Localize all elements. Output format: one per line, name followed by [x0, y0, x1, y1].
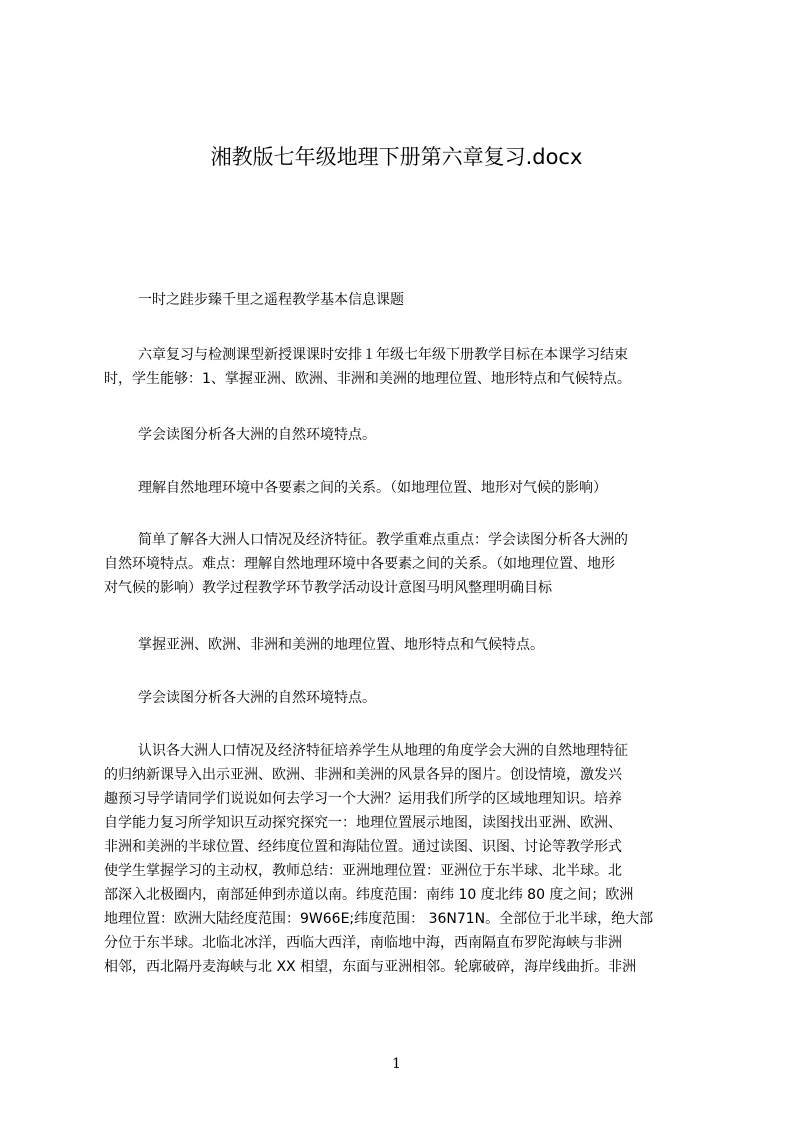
paragraph-line: 使学生掌握学习的主动权，教师总结：亚洲地理位置：亚洲位于东半球、北半球。北 [104, 863, 622, 879]
paragraph-line: 时，学生能够：1、掌握亚洲、欧洲、非洲和美洲的地理位置、地形特点和气候特点。 [104, 371, 631, 387]
paragraph-master-features [104, 633, 698, 657]
paragraph-line: 趣预习导学请同学们说说如何去学习一个大洲？运用我们所学的区域地理知识。培养 [104, 791, 622, 807]
paragraph-read-maps [104, 423, 698, 447]
paragraph-line: 自然环境特点。难点：理解自然地理环境中各要素之间的关系。（如地理位置、地形 [104, 556, 615, 572]
paragraph-line: 学会读图分析各大洲的自然环境特点。 [138, 690, 376, 706]
paragraph-line: 地理位置：欧洲大陆经度范围：9W66E;纬度范围： 36N71N。全部位于北半球，绝大部 [104, 911, 654, 927]
paragraph-line: 自学能力复习所学知识互动探究探究一：地理位置展示地图，读图找出亚洲、欧洲、 [104, 815, 622, 831]
paragraph-teaching-process [104, 739, 698, 979]
paragraph-line: 认识各大洲人口情况及经济特征培养学生从地理的角度学会大洲的自然地理特征 [138, 743, 628, 759]
paragraph-line: 的归纳新课导入出示亚洲、欧洲、非洲和美洲的风景各异的图片。创设情境，激发兴 [104, 767, 622, 783]
paragraph-objectives [104, 343, 698, 391]
paragraph-line: 学会读图分析各大洲的自然环境特点。 [138, 427, 376, 443]
paragraph-line: 分位于东半球。北临北冰洋，西临大西洋，南临地中海，西南隔直布罗陀海峡与非洲 [104, 935, 622, 951]
paragraph-relationships [104, 476, 698, 500]
paragraph-line: 六章复习与检测课型新授课课时安排１年级七年级下册教学目标在本课学习结束 [138, 347, 628, 363]
document-title: 湘教版七年级地理下册第六章复习.docx [210, 145, 583, 169]
paragraph-line: 一时之跬步臻千里之遥程教学基本信息课题 [138, 292, 404, 308]
paragraph-line: 理解自然地理环境中各要素之间的关系。（如地理位置、地形对气候的影响） [138, 480, 607, 496]
paragraph-line: 部深入北极圈内，南部延伸到赤道以南。纬度范围：南纬 10 度北纬 80 度之间；欧洲 [104, 887, 634, 903]
paragraph-key-points [104, 528, 698, 600]
paragraph-line: 相邻，西北隔丹麦海峡与北 XX 相望，东面与亚洲相邻。轮廓破碎，海岸线曲折。非洲 [104, 959, 637, 975]
paragraph-line: 掌握亚洲、欧洲、非洲和美洲的地理位置、地形特点和气候特点。 [138, 637, 544, 653]
page-number: 1 [392, 1056, 401, 1072]
paragraph-lesson-info [104, 288, 698, 312]
paragraph-line: 对气候的影响）教学过程教学环节教学活动设计意图马明风整理明确目标 [104, 580, 552, 596]
paragraph-line: 非洲和美洲的半球位置、经纬度位置和海陆位置。通过读图、识图、讨论等教学形式 [104, 839, 622, 855]
paragraph-read-maps-2 [104, 686, 698, 710]
paragraph-line: 简单了解各大洲人口情况及经济特征。教学重难点重点：学会读图分析各大洲的 [138, 532, 628, 548]
